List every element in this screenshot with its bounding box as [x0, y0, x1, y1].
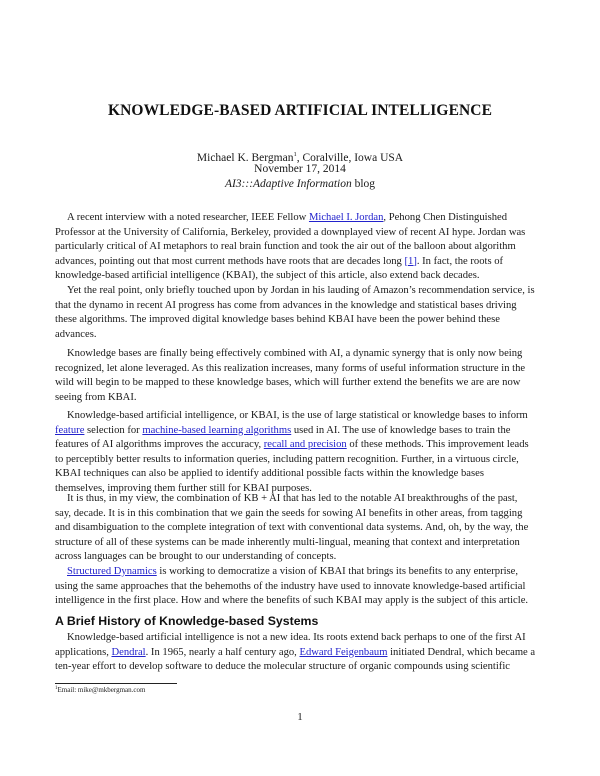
- blog-name: AI3:::Adaptive Information: [224, 178, 352, 190]
- page-number: 1: [297, 711, 303, 723]
- text-line: Professor at the University of California, Berkeley, provided a downplayed view of recent AI hype. Jordan was: [55, 226, 526, 238]
- paragraph-4: [55, 409, 537, 496]
- text-line: wild will begin to be mapped to these knowledge bases, which will further extend the benefits we are are now: [55, 377, 521, 388]
- hyperlink-recall-and-precision[interactable]: recall and precision: [263, 439, 347, 450]
- paragraph-7: [55, 631, 537, 675]
- paragraph-3: [55, 347, 537, 405]
- hyperlink-machine-based-learning-algorithms[interactable]: machine-based learning algorithms: [142, 424, 292, 436]
- text-line: Knowledge-based artificial intelligence is not a new idea. Its roots extend back perhaps to one of the first AI: [67, 632, 526, 643]
- text-line: and disambiguation to the complete integration of text with conventional data systems. And, oh, by the way, the: [55, 522, 529, 533]
- hyperlink-edward-feigenbaum[interactable]: Edward Feigenbaum: [299, 646, 388, 658]
- text-line: that the dynamo in recent AI progress has come from advances in the knowledge and statistical bases driving: [55, 299, 517, 311]
- blog-suffix: blog: [351, 178, 376, 190]
- paragraph-6: [55, 565, 537, 609]
- hyperlink-1[interactable]: [1]: [404, 255, 417, 267]
- text-line: across languages can be brought to our understanding of concepts.: [55, 551, 337, 562]
- footnote: [55, 686, 145, 694]
- author-location: , Coralville, Iowa USA: [296, 152, 404, 164]
- publication-date: November 17, 2014: [254, 163, 346, 175]
- footnote-number: 1: [55, 686, 58, 691]
- text-line: Knowledge-based artificial intelligence, or KBAI, is the use of large statistical or knowledge bases to inform: [67, 410, 528, 421]
- document-title: KNOWLEDGE-BASED ARTIFICIAL INTELLIGENCE: [107, 102, 493, 119]
- hyperlink-michael-i-jordan[interactable]: Michael I. Jordan: [308, 212, 384, 223]
- text-line: features of AI algorithms improves the accuracy, recall and precision of these methods. This improvement leads: [55, 439, 529, 450]
- text-line: advances, pointing out that most current methods have roots that are decades long [1]. In fact, the roots of: [55, 255, 504, 267]
- text-line: these algorithms. The improved digital knowledge bases behind KBAI have been the power behind these: [55, 314, 500, 325]
- paragraph-1: [55, 211, 537, 284]
- text-line: KBAI techniques can also be applied to identify additional possible facts within the knowledge bases: [55, 468, 484, 479]
- text-line: Structured Dynamics is working to democratize a vision of KBAI that brings its benefits to any enterprise,: [67, 566, 519, 577]
- footnote-text: Email: mike@mkbergman.com: [57, 686, 146, 694]
- text-line: A recent interview with a noted researcher, IEEE Fellow Michael I. Jordan, Pehong Chen Distinguished: [67, 212, 507, 223]
- paragraph-2: [55, 284, 537, 342]
- author-name: Michael K. Bergman: [196, 152, 294, 164]
- blog-line: [0, 177, 600, 192]
- footnote-divider: [55, 683, 177, 684]
- hyperlink-feature[interactable]: feature: [55, 424, 85, 436]
- text-line: themselves, improving them further still for KBAI purposes.: [55, 482, 312, 494]
- text-line: feature selection for machine-based learning algorithms used in AI. The use of knowledge bases to train the: [55, 424, 511, 436]
- text-line: say, decade. It is in this combination that we gain the seeds for sowing AI benefits in other areas, from tagging: [55, 507, 523, 519]
- text-line: recognized, let alone leveraged. As this realization increases, many forms of useful information structure in the: [55, 362, 526, 374]
- text-line: using the same approaches that the behemoths of the industry have used to innovate knowledge-based artificial: [55, 580, 526, 592]
- text-line: ten-year effort to develop software to deduce the molecular structure of organic compounds using scientific: [55, 661, 510, 672]
- footnote-mark[interactable]: 1: [293, 151, 297, 158]
- text-line: Yet the real point, only briefly touched upon by Jordan in his lauding of Amazon’s recommendation service, is: [67, 285, 535, 296]
- text-line: particularly critical of AI metaphors to real brain function and took the air out of the balloon about algorithm: [55, 241, 516, 252]
- text-line: applications, Dendral. In 1965, nearly a half century ago, Edward Feigenbaum initiated Dendral, which became a: [55, 646, 536, 658]
- text-line: Knowledge bases are finally being effectively combined with AI, a dynamic synergy that is only now being: [67, 348, 523, 359]
- text-line: to perceptibly better results to information queries, including pattern recognition. Further, in a virtuous circle,: [55, 453, 519, 465]
- text-line: seeing from KBAI.: [55, 391, 137, 403]
- hyperlink-dendral[interactable]: Dendral: [111, 646, 146, 658]
- text-line: knowledge-based artificial intelligence (KBAI), the subject of this article, also extend back decades.: [55, 270, 480, 281]
- hyperlink-structured-dynamics[interactable]: Structured Dynamics: [67, 566, 157, 577]
- text-line: It is thus, in my view, the combination of KB + AI that has led to the notable AI breakthroughs of the past,: [67, 493, 518, 504]
- text-line: advances.: [55, 328, 97, 340]
- text-line: intelligence in the first place. How and where the benefits of such KBAI may apply is the subject of this article.: [55, 595, 529, 606]
- section-heading: A Brief History of Knowledge-based Systems: [55, 614, 319, 628]
- paragraph-5: [55, 492, 537, 565]
- text-line: structure of all of these systems can be made inherently multi-lingual, meaning that context and interpretation: [55, 536, 520, 548]
